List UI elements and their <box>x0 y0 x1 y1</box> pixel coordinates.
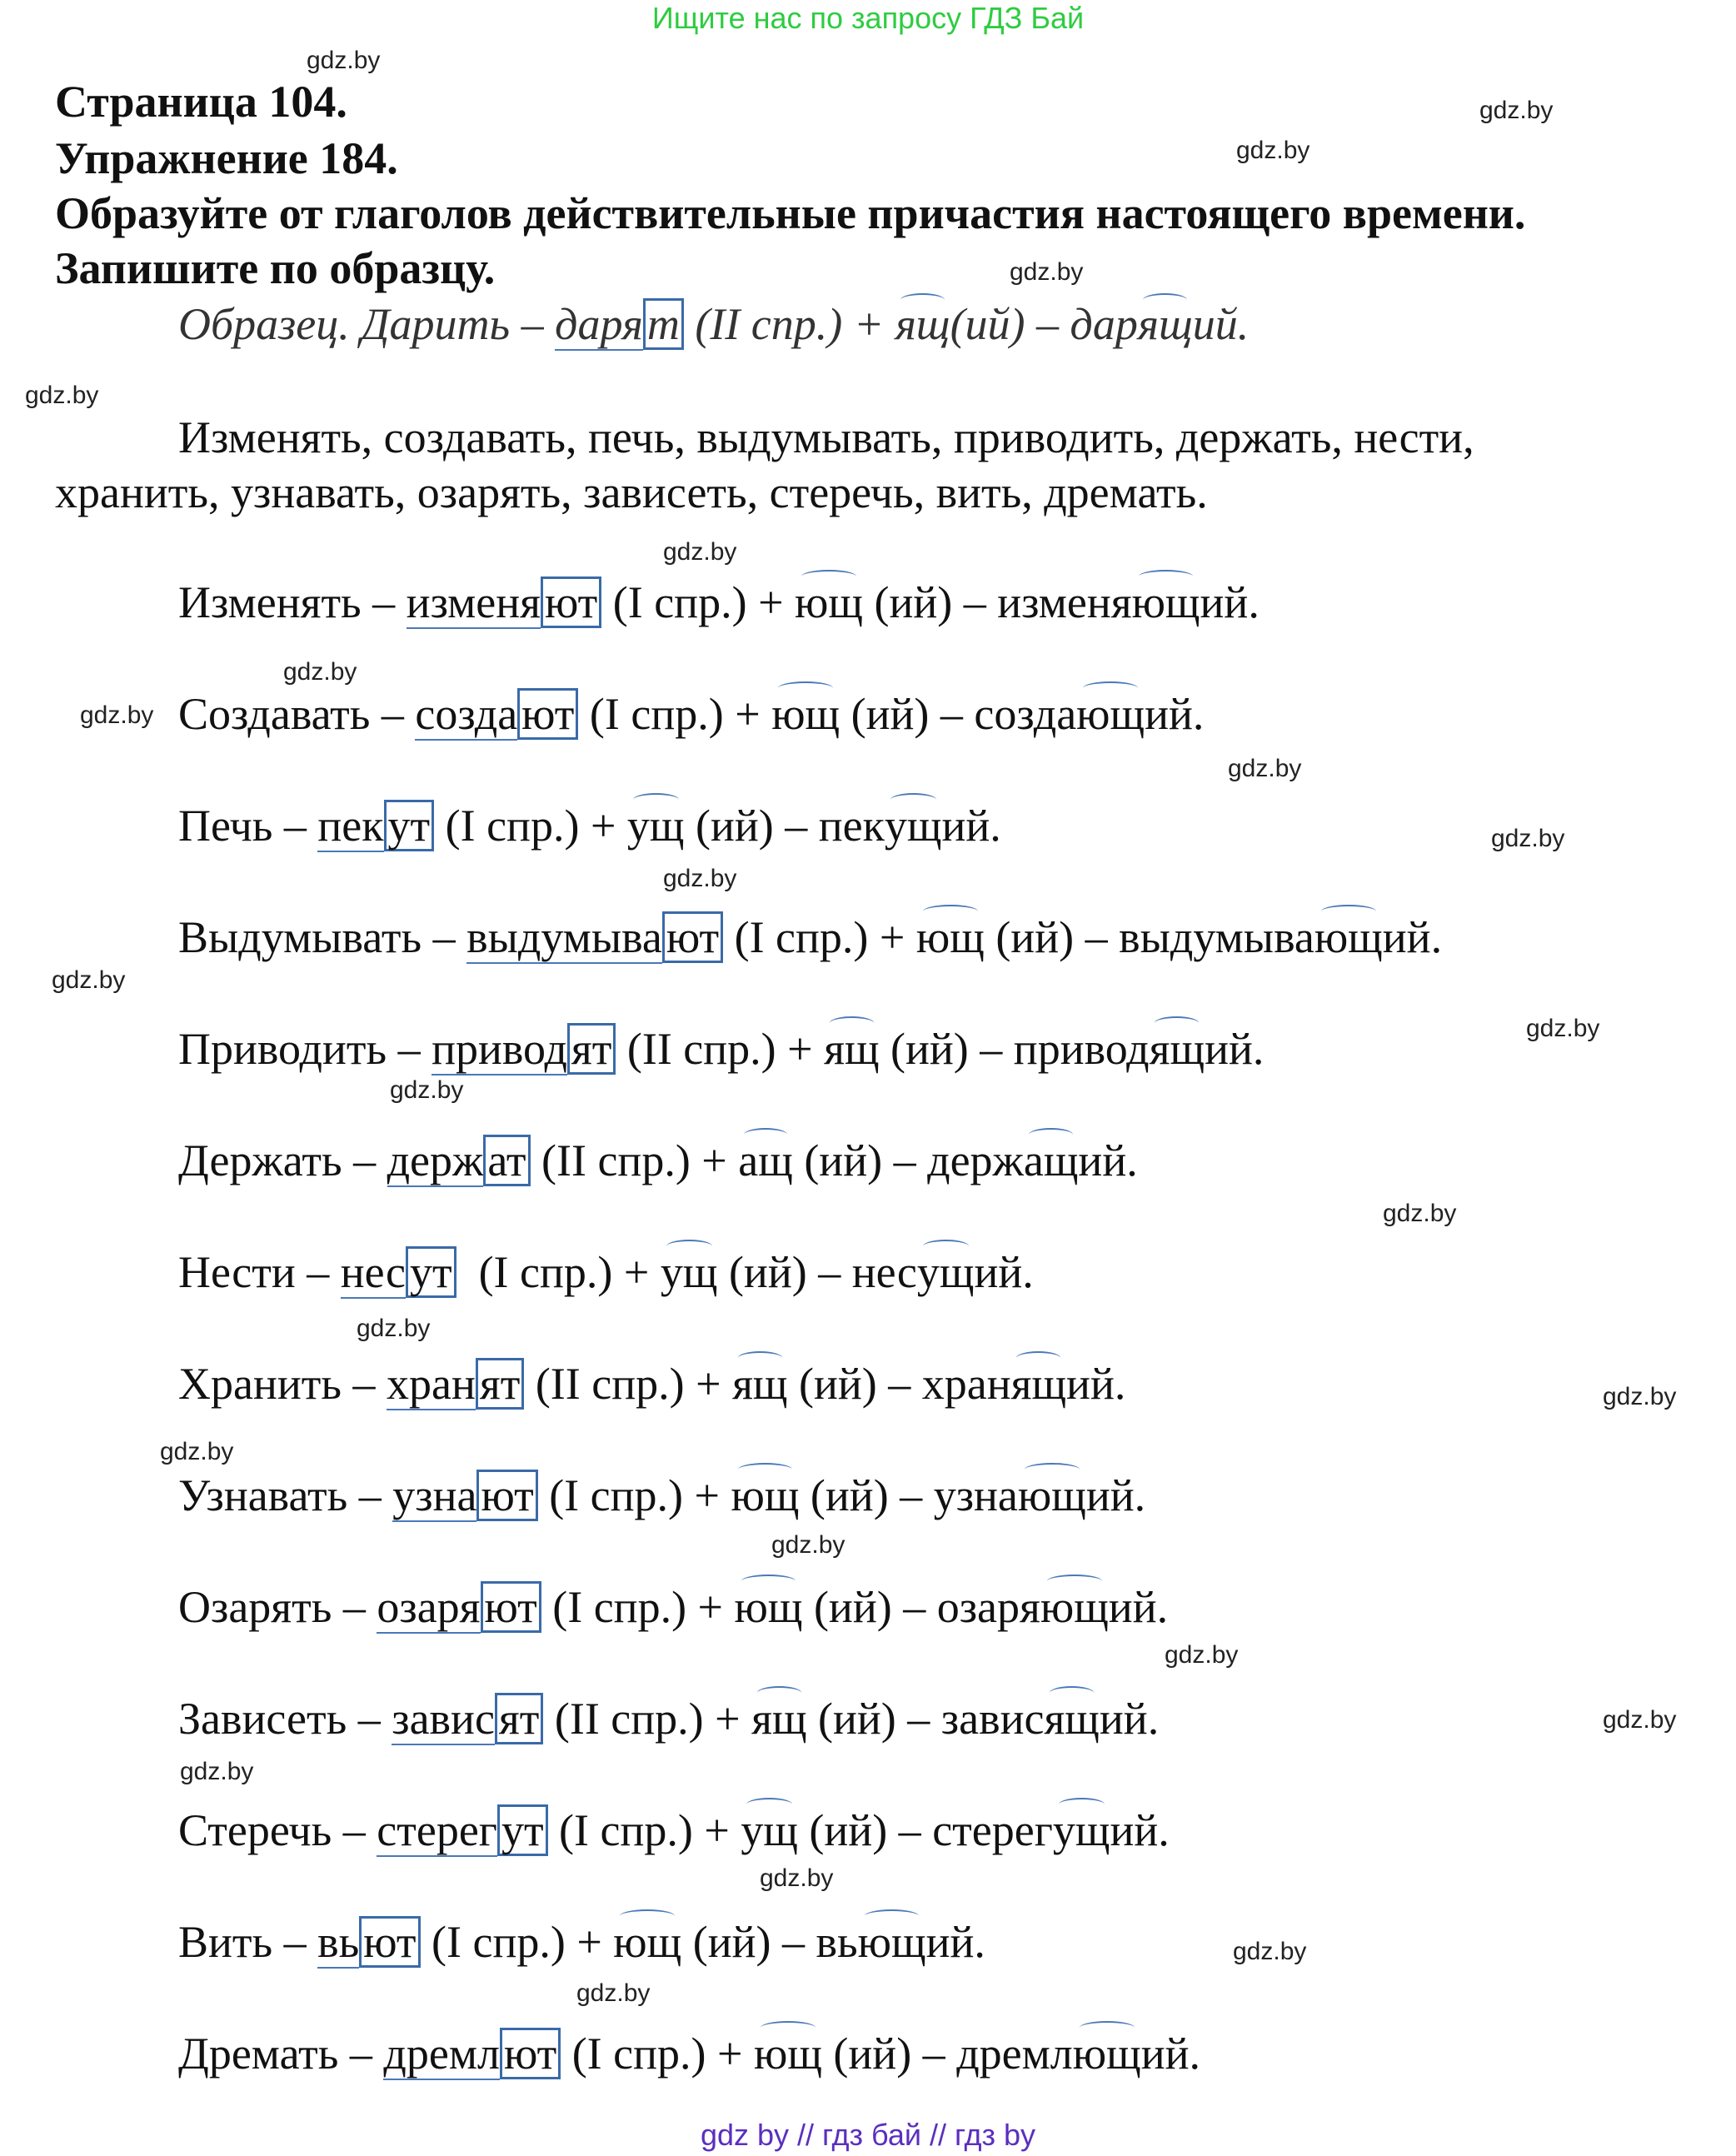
row-stem: узна <box>392 1470 477 1520</box>
row-stem: выдумыва <box>466 912 662 962</box>
row-ending: ят <box>476 1358 524 1410</box>
row-result-suffix: ющ <box>858 1914 926 1969</box>
row-verb: Узнавать – <box>178 1470 393 1520</box>
top-banner: Ищите нас по запросу ГДЗ Бай <box>651 1 1085 35</box>
row-conjugation: (II спр.) + <box>530 1135 739 1185</box>
watermark: gdz.by <box>1236 137 1310 164</box>
row-stem: пек <box>317 801 384 851</box>
row-result-suffix: ющ <box>1132 575 1200 630</box>
answer-row <box>178 1914 985 1969</box>
row-verb: Изменять – <box>178 577 407 627</box>
sample-line <box>178 298 1249 350</box>
row-result-suffix: ющ <box>1076 686 1145 741</box>
row-tail: (ий) – <box>717 1247 852 1297</box>
answer-row <box>178 1580 1168 1634</box>
row-result-post: ий. <box>1108 1582 1169 1632</box>
answer-row <box>178 1356 1125 1411</box>
row-result-post: ий. <box>1099 1694 1160 1744</box>
watermark: gdz.by <box>1165 1641 1239 1669</box>
watermark: gdz.by <box>283 658 357 686</box>
row-result-pre: изменя <box>997 577 1132 627</box>
row-suffix: ущ <box>627 798 685 853</box>
row-verb: Озарять – <box>178 1582 377 1632</box>
page-title: Страница 104. <box>55 77 347 127</box>
row-result-suffix: ущ <box>885 798 942 853</box>
row-stem: озаря <box>377 1582 481 1632</box>
row-tail: (ий) – <box>799 1470 934 1520</box>
sample-rest1: (II спр.) + <box>683 299 895 349</box>
row-ending: ют <box>500 2028 561 2079</box>
watermark: gdz.by <box>1526 1015 1600 1042</box>
row-result-suffix: ящ <box>1011 1356 1066 1411</box>
row-ending: ют <box>359 1916 420 1968</box>
row-stem: держ <box>387 1135 484 1185</box>
row-conjugation: (I спр.) + <box>547 1805 741 1855</box>
row-suffix: ющ <box>731 1468 799 1523</box>
row-verb: Нести – <box>178 1247 341 1297</box>
sample-result-post: ий. <box>1192 299 1250 349</box>
row-conjugation: (I спр.) + <box>420 1917 614 1967</box>
row-conjugation: (II спр.) + <box>543 1694 752 1744</box>
row-conjugation: (I спр.) + <box>456 1247 661 1297</box>
row-result-post: ий. <box>1145 689 1205 739</box>
row-result-post: ий. <box>1382 912 1443 962</box>
row-conjugation: (I спр.) + <box>434 801 627 851</box>
row-conjugation: (II спр.) + <box>524 1359 733 1409</box>
row-result-suffix: ющ <box>1018 1468 1086 1523</box>
row-tail: (ий) – <box>879 1024 1014 1074</box>
row-result-post: ий. <box>974 1247 1034 1297</box>
watermark: gdz.by <box>771 1531 846 1559</box>
row-ending: ят <box>495 1693 543 1744</box>
row-result-pre: вь <box>816 1917 858 1967</box>
answer-row <box>178 1133 1138 1188</box>
sample-rest2: (ий) – <box>950 299 1070 349</box>
row-tail: (ий) – <box>797 1805 933 1855</box>
sample-ending: т <box>643 298 684 350</box>
row-tail: (ий) – <box>792 1135 928 1185</box>
row-result-post: ий. <box>941 801 1001 851</box>
row-result-post: ий. <box>1066 1359 1126 1409</box>
row-suffix: ющ <box>795 575 863 630</box>
row-verb: Приводить – <box>178 1024 432 1074</box>
row-ending: ят <box>567 1023 616 1075</box>
row-suffix: ющ <box>916 910 985 965</box>
row-stem: дремл <box>383 2029 500 2079</box>
row-suffix: ящ <box>732 1356 787 1411</box>
row-suffix: ящ <box>751 1691 806 1746</box>
row-suffix: ущ <box>661 1245 718 1300</box>
row-result-pre: озаря <box>936 1582 1040 1632</box>
watermark: gdz.by <box>663 865 737 892</box>
row-tail: (ий) – <box>984 912 1120 962</box>
row-result-pre: привод <box>1013 1024 1150 1074</box>
row-result-pre: стерег <box>932 1805 1053 1855</box>
watermark: gdz.by <box>307 47 381 74</box>
row-result-pre: узна <box>933 1470 1018 1520</box>
row-ending: ут <box>497 1804 548 1856</box>
answer-row <box>178 1803 1170 1858</box>
row-tail: (ий) – <box>681 1917 816 1967</box>
row-result-post: ий. <box>1110 1805 1170 1855</box>
row-tail: (ий) – <box>787 1359 922 1409</box>
row-result-suffix: ущ <box>917 1245 975 1300</box>
row-ending: ут <box>384 800 435 851</box>
watermark: gdz.by <box>576 1979 651 2007</box>
row-ending: ют <box>476 1470 537 1521</box>
answer-row <box>178 2026 1200 2081</box>
row-conjugation: (I спр.) + <box>537 1470 731 1520</box>
row-result-suffix: ющ <box>1073 2026 1141 2081</box>
row-result-pre: завис <box>940 1694 1045 1744</box>
row-result-post: ий. <box>1085 1470 1146 1520</box>
row-conjugation: (I спр.) + <box>561 2029 754 2079</box>
row-stem: вь <box>317 1917 360 1967</box>
row-result-pre: пек <box>818 801 885 851</box>
row-conjugation: (I спр.) + <box>723 912 916 962</box>
row-verb: Создавать – <box>178 689 416 739</box>
row-tail: (ий) – <box>821 2029 957 2079</box>
sample-result-suffix: ящ <box>1137 299 1193 349</box>
words-line-2: хранить, узнавать, озарять, зависеть, стеречь, вить, дремать. <box>55 467 1208 517</box>
answer-row <box>178 575 1260 630</box>
row-verb: Хранить – <box>178 1359 387 1409</box>
row-ending: ат <box>483 1135 530 1186</box>
words-line-1: Изменять, создавать, печь, выдумывать, приводить, держать, нести, <box>178 412 1474 462</box>
row-result-post: ий. <box>1078 1135 1138 1185</box>
watermark: gdz.by <box>1603 1383 1677 1410</box>
row-result-post: ий. <box>1205 1024 1265 1074</box>
watermark: gdz.by <box>1603 1706 1677 1734</box>
watermark: gdz.by <box>25 382 99 409</box>
watermark: gdz.by <box>1233 1938 1307 1965</box>
row-ending: ют <box>517 688 578 740</box>
watermark: gdz.by <box>1491 825 1565 852</box>
task-line-2: Запишите по образцу. <box>55 243 496 293</box>
row-result-pre: дремл <box>956 2029 1073 2079</box>
row-suffix: ющ <box>613 1914 681 1969</box>
row-suffix: ящ <box>824 1021 879 1076</box>
row-result-suffix: ащ <box>1024 1133 1079 1188</box>
row-suffix: ащ <box>738 1133 793 1188</box>
sample-stem: даря <box>555 299 643 349</box>
row-verb: Зависеть – <box>178 1694 392 1744</box>
row-suffix: ющ <box>754 2026 822 2081</box>
row-result-pre: держ <box>927 1135 1024 1185</box>
row-tail: (ий) – <box>806 1694 941 1744</box>
answer-row <box>178 1021 1264 1076</box>
row-conjugation: (I спр.) + <box>578 689 772 739</box>
row-suffix: ущ <box>741 1803 798 1858</box>
row-result-post: ий. <box>925 1917 985 1967</box>
row-ending: ют <box>481 1581 541 1633</box>
task-line-1: Образуйте от глаголов действительные причастия настоящего времени. <box>55 188 1526 238</box>
row-stem: завис <box>392 1694 495 1744</box>
row-result-pre: нес <box>851 1247 917 1297</box>
row-stem: изменя <box>406 577 541 627</box>
row-result-post: ий. <box>1140 2029 1200 2079</box>
sample-intro: Образец. Дарить – <box>178 299 556 349</box>
watermark: gdz.by <box>1228 755 1302 782</box>
watermark: gdz.by <box>52 966 126 994</box>
answer-row <box>178 686 1204 741</box>
row-tail: (ий) – <box>862 577 998 627</box>
row-result-post: ий. <box>1200 577 1260 627</box>
row-result-suffix: ящ <box>1044 1691 1099 1746</box>
row-result-pre: выдумыва <box>1119 912 1314 962</box>
row-suffix: ющ <box>735 1580 803 1634</box>
exercise-title: Упражнение 184. <box>55 133 398 183</box>
row-stem: хран <box>387 1359 476 1409</box>
row-conjugation: (I спр.) + <box>541 1582 735 1632</box>
watermark: gdz.by <box>80 701 154 729</box>
row-result-pre: хран <box>921 1359 1011 1409</box>
watermark: gdz.by <box>1479 97 1554 124</box>
row-tail: (ий) – <box>840 689 975 739</box>
row-tail: (ий) – <box>802 1582 937 1632</box>
row-verb: Стеречь – <box>178 1805 377 1855</box>
row-result-pre: созда <box>974 689 1077 739</box>
row-verb: Выдумывать – <box>178 912 467 962</box>
row-suffix: ющ <box>771 686 840 741</box>
row-result-suffix: ущ <box>1053 1803 1110 1858</box>
row-conjugation: (II спр.) + <box>616 1024 825 1074</box>
watermark: gdz.by <box>180 1758 254 1785</box>
row-result-suffix: ющ <box>1314 910 1383 965</box>
row-ending: ют <box>541 576 601 628</box>
row-result-suffix: ющ <box>1040 1580 1109 1634</box>
footer-links: gdz by // гдз бай // гдз by <box>700 2118 1036 2152</box>
row-result-suffix: ящ <box>1150 1021 1205 1076</box>
sample-suffix: ящ <box>895 299 950 349</box>
row-verb: Вить – <box>178 1917 318 1967</box>
row-verb: Печь – <box>178 801 318 851</box>
row-stem: привод <box>432 1024 567 1074</box>
answer-row <box>178 1468 1145 1523</box>
row-stem: стерег <box>377 1805 497 1855</box>
row-verb: Дремать – <box>178 2029 384 2079</box>
row-verb: Держать – <box>178 1135 387 1185</box>
watermark: gdz.by <box>390 1076 464 1104</box>
watermark: gdz.by <box>160 1438 234 1465</box>
watermark: gdz.by <box>357 1315 431 1342</box>
row-ending: ют <box>662 911 723 963</box>
sample-result-pre: дар <box>1070 299 1138 349</box>
answer-row <box>178 1691 1159 1746</box>
row-tail: (ий) – <box>684 801 819 851</box>
watermark: gdz.by <box>663 538 737 566</box>
row-conjugation: (I спр.) + <box>601 577 796 627</box>
watermark: gdz.by <box>760 1864 834 1892</box>
row-ending: ут <box>406 1246 456 1298</box>
answer-row <box>178 1245 1034 1300</box>
row-stem: нес <box>340 1247 406 1297</box>
answer-row <box>178 910 1442 965</box>
answer-row <box>178 798 1001 853</box>
watermark: gdz.by <box>1383 1200 1457 1227</box>
watermark: gdz.by <box>1010 258 1084 286</box>
row-stem: созда <box>415 689 518 739</box>
